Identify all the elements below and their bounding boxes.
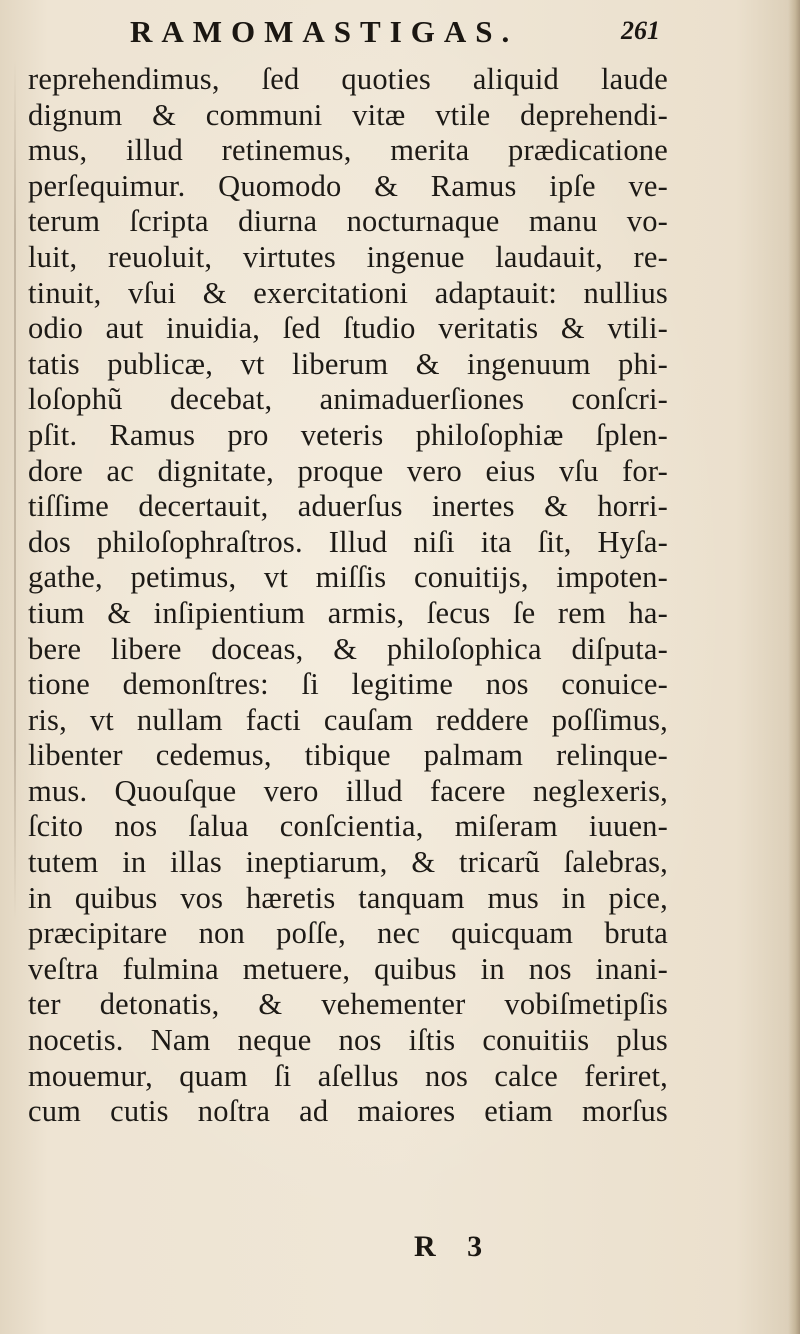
text-line: luit, reuoluit, virtutes ingenue laudauit, re- (28, 239, 668, 274)
text-line: ter detonatis, & vehementer vobiſmetipſis (28, 987, 668, 1022)
text-line: dos philoſophraſtros. Illud niſi ita ſit, Hyſa- (28, 524, 668, 559)
text-line: gathe, petimus, vt miſſis conuitijs, impoten- (28, 560, 668, 595)
text-line: cum cutis noſtra ad maiores etiam morſus (28, 1094, 668, 1129)
text-line: in quibus vos hæretis tanquam mus in pice, (28, 880, 668, 915)
text-line: tium & inſipientium armis, ſecus ſe rem ha- (28, 595, 668, 630)
text-line: reprehendimus, ſed quoties aliquid laude (28, 62, 668, 96)
text-line: mouemur, quam ſi aſellus nos calce feriret, (28, 1058, 668, 1093)
text-line: tione demonſtres: ſi legitime nos conuice- (28, 667, 668, 702)
text-line: mus. Quouſque vero illud facere neglexeris, (28, 773, 668, 808)
text-line: tutem in illas ineptiarum, & tricarũ ſalebras, (28, 845, 668, 880)
text-line: ſcito nos ſalua conſcientia, miſeram iuuen- (28, 809, 668, 844)
text-line: pſit. Ramus pro veteris philoſophiæ ſplen- (28, 417, 668, 452)
page-edge-shadow (788, 0, 800, 1334)
text-line: veſtra fulmina metuere, quibus in nos inani- (28, 951, 668, 986)
text-line: nocetis. Nam neque nos iſtis conuitiis plus (28, 1023, 668, 1058)
gutter-shadow (14, 60, 16, 920)
text-line: dore ac dignitate, proque vero eius vſu for- (28, 453, 668, 488)
text-line: tiſſime decertauit, aduerſus inertes & horri- (28, 489, 668, 524)
text-line: libenter cedemus, tibique palmam relinque- (28, 738, 668, 773)
text-line: odio aut inuidia, ſed ſtudio veritatis & vtili- (28, 311, 668, 346)
running-head (130, 14, 660, 58)
page-number: 261 (621, 16, 660, 45)
signature-mark: R 3 (414, 1230, 495, 1263)
text-line: ris, vt nullam facti cauſam reddere poſſimus, (28, 702, 668, 737)
text-line: perſequimur. Quomodo & Ramus ipſe ve- (28, 168, 668, 203)
text-line: bere libere doceas, & philoſophica diſputa- (28, 631, 668, 666)
text-line: præcipitare non poſſe, nec quicquam bruta (28, 916, 668, 951)
body-text (28, 62, 668, 1130)
running-title: RAMOMASTIGAS. (130, 14, 519, 49)
text-line: tatis publicæ, vt liberum & ingenuum phi- (28, 346, 668, 381)
text-line: terum ſcripta diurna nocturnaque manu vo- (28, 204, 668, 239)
text-line: loſophũ decebat, animaduerſiones conſcri- (28, 382, 668, 417)
text-line: tinuit, vſui & exercitationi adaptauit: nullius (28, 275, 668, 310)
text-line: dignum & communi vitæ vtile deprehendi- (28, 97, 668, 132)
text-line: mus, illud retinemus, merita prædicatione (28, 133, 668, 168)
